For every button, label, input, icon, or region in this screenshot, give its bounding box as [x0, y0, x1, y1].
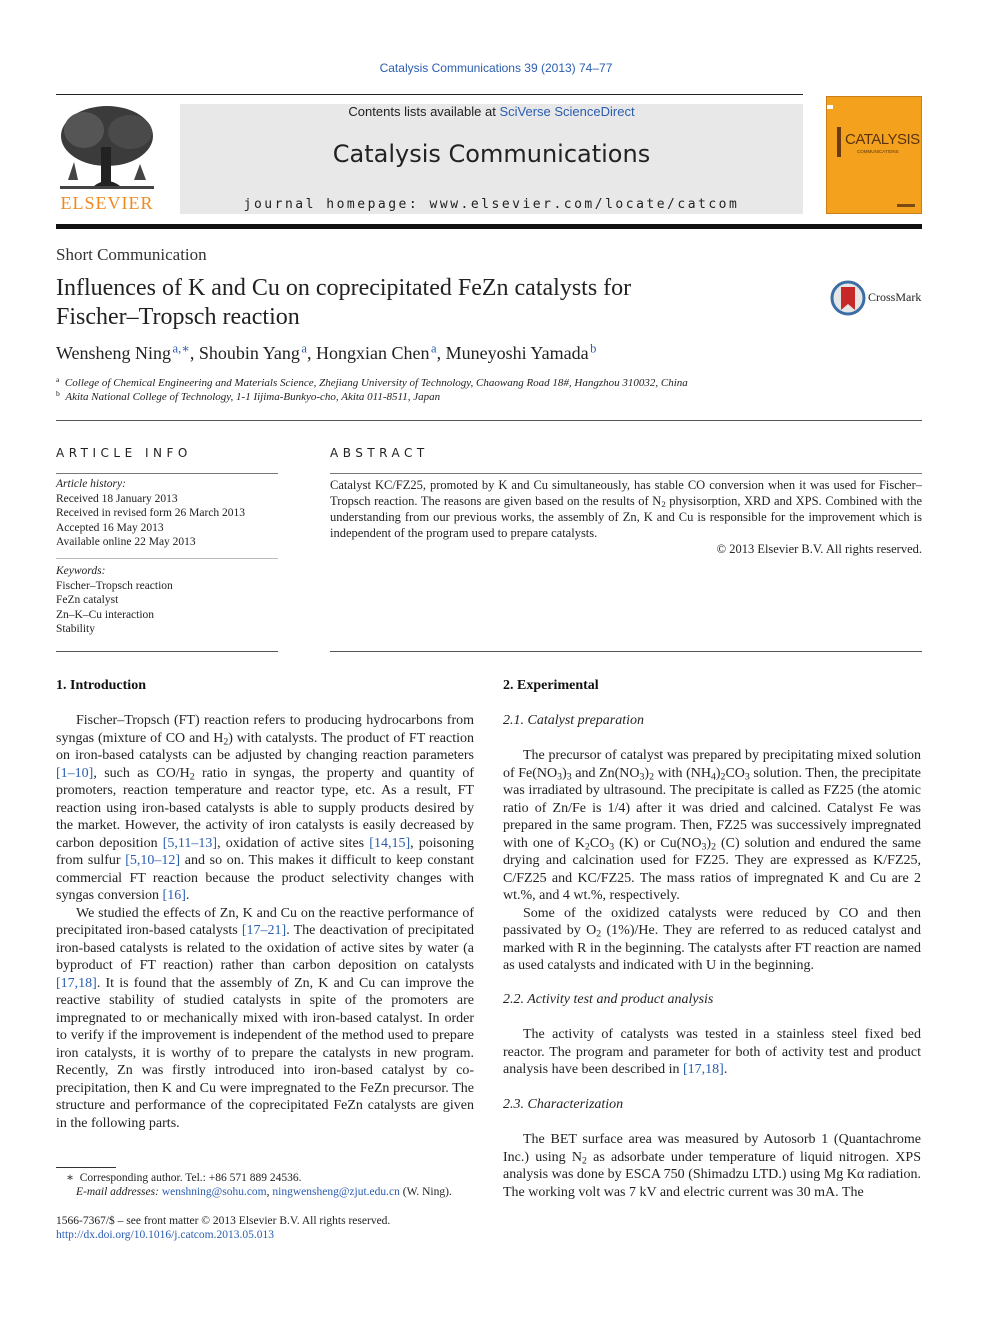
title-line-1: Influences of K and Cu on coprecipitated FeZn catalysts for — [56, 275, 632, 301]
paragraph: We studied the effects of Zn, K and Cu on the reactive performance of precipitated iron-based catalysts [17–21]. The deactivation of precipitated iron-based catalysts is related to the oxidation of active sites by water (a byproduct of FT reaction) rather than carbon deposition on catalysts [17,18]. It is found that the assembly of Zn, K and Cu can improve the reactive stability of studied catalysts in spite of the promoters are impregnated to or mechanically mixed with iron-based catalyst. In order to verify if the improvement is independent of the method used to prepare iron catalysts, it is worthy of to prepare the catalysts in new program. Recently, Zn was firstly introduced into iron-based catalyst by co-precipitation, then K and Cu were impregnated to the FeZn precursor. The structure and performance of the coprecipitated FeZn catalysts are given in the following parts. — [56, 905, 474, 1131]
citation-link[interactable]: [14,15] — [369, 835, 411, 851]
affiliation-b — [56, 391, 440, 403]
title-line-2: Fischer–Tropsch reaction — [56, 304, 300, 330]
abstract-heading: ABSTRACT — [330, 446, 429, 460]
affiliation-text: College of Chemical Engineering and Materials Science, Zhejiang University of Technology, Chaowang Road 18#, Hangzhou 310032, China — [64, 377, 688, 389]
email-label: E-mail addresses: — [76, 1186, 162, 1198]
abstract-text — [330, 477, 922, 557]
masthead-divider — [56, 224, 922, 229]
contents-prefix: Contents lists available at — [348, 104, 500, 119]
citation-link[interactable]: [17–21] — [241, 923, 287, 938]
author-affiliation-marker[interactable]: b — [590, 341, 597, 356]
citation-link[interactable]: [1–10] — [56, 765, 94, 781]
history-title: Article history: — [56, 478, 126, 490]
cover-title: CATALYSIS — [845, 131, 920, 148]
doi-link-container — [56, 1228, 274, 1243]
paragraph: The BET surface area was measured by Autosorb 1 (Quantachrome Inc.) using $N_2$ as adsorbate under temperature of liquid nitrogen. XPS analysis was done by ESCA 750 (Shimadzu LTD.) using Mg Kα radiation. The working volt was 7 kV and electric current was 30 mA. The — [503, 1132, 921, 1200]
abstract-sentence: physisorption, XRD and XPS. Combined with the understanding from our previous works, the assembly of Zn, K and Cu is responsible for the improvement which is independent of the program used to prepare catalysts. — [330, 494, 922, 540]
keyword: Stability — [56, 623, 95, 635]
citation-link[interactable]: [16] — [162, 888, 186, 903]
subscript: 2 — [661, 499, 666, 510]
author-list: Wensheng Ning $^{a,∗}$, Shoubin Yang $^a$, Hongxian Chen $^a$, Muneyoshi Yamada $^b$ — [56, 341, 597, 363]
author-name[interactable]: Wensheng Ning — [56, 343, 172, 363]
elsevier-wordmark: ELSEVIER — [60, 193, 154, 213]
paragraph: Fischer–Tropsch (FT) reaction refers to producing hydrocarbons from syngas (mixture of CO and $H_2$) with catalysts. The product of FT reaction on iron-based catalysts can be adjusted by changing reaction parameters [1–10], such as $CO/H_2$ ratio in syngas, the property and quantity of promoters, reaction temperature and reactor type, etc. As a result, FT reaction using iron-based catalysts is able to supply products desired by the market. However, the activity of iron catalysts is easily decreased by carbon deposition [5,11–13], oxidation of active sites [14,15], poisoning from sulfur [5,10–12] and so on. This makes it difficult to keep constant commercial FT reaction because the product selectivity changes with syngas conversion [16]. — [56, 713, 475, 903]
activity-test-body — [503, 1026, 921, 1079]
journal-homepage[interactable]: journal homepage: www.elsevier.com/locate/catcom — [243, 197, 740, 212]
email-suffix: (W. Ning). — [399, 1186, 452, 1198]
corresponding-author-text: Corresponding author. Tel.: +86 571 889 24536. — [79, 1172, 302, 1184]
affiliation-marker: b — [56, 389, 60, 399]
citation-link[interactable]: [5,10–12] — [125, 853, 181, 868]
journal-title: Catalysis Communications — [332, 140, 651, 168]
email-link[interactable]: wenshning@sohu.com — [161, 1186, 267, 1198]
abstract-sentence: Catalyst KC/FZ25, promoted by K and Cu simultaneously, has stable CO conversion when it was used for Fischer–Tropsch reaction. The reasons are given based on the results of N — [330, 478, 922, 508]
crossmark-badge[interactable] — [830, 280, 930, 316]
history-item: Accepted 16 May 2013 — [56, 521, 164, 534]
corresponding-author-note: ∗ Corresponding author. Tel.: +86 571 889 24536. — [66, 1172, 302, 1184]
affiliation-text: Akita National College of Technology, 1-1 Iijima-Bunkyo-cho, Akita 011-8511, Japan — [65, 391, 441, 403]
cover-subtitle: COMMUNICATIONS — [857, 149, 899, 154]
keyword: Fischer–Tropsch reaction — [56, 579, 173, 592]
paragraph: The precursor of catalyst was prepared by precipitating mixed solution of $Fe(NO_3)_3$ and $Zn(NO_3)_2$ with $(NH_4)_2CO_3$ solution. Then, the precipitate was irradiated by ultrasound. The precipitate is called as FZ25 (the atomic ratio of Zn/Fe is 1/4) after it was dried and calcined. Catalyst Fe was prepared in the same program. Then, FZ25 was successively impregnated with one of $K_2CO_3$ (K) or $Cu(NO_3)_2$ (C) solution and endured the same drying and calcination used for FZ25. They are expressed as K/FZ25, C/FZ25 and KC/FZ25. The mass ratios of impregnated K and Cu are 2 wt.%, and 4 wt.%, respectively. — [503, 748, 922, 903]
author-name[interactable]: Muneyoshi Yamada — [445, 343, 589, 363]
catalyst-preparation-body — [503, 747, 921, 975]
abstract-copyright: © 2013 Elsevier B.V. All rights reserved. — [716, 542, 922, 556]
affiliation-a — [56, 377, 688, 389]
journal-citation[interactable]: Catalysis Communications 39 (2013) 74–77 — [379, 61, 613, 75]
article-info-rule — [56, 473, 278, 474]
paragraph: The activity of catalysts was tested in a stainless steel fixed bed reactor. The program and parameter for both of activity test and product analysis have been described in [17,18]. — [503, 1027, 921, 1077]
author-name[interactable]: Shoubin Yang — [198, 343, 300, 363]
author-affiliation-marker[interactable]: a — [431, 341, 437, 356]
crossmark-label: CrossMark — [868, 290, 922, 304]
journal-cover-thumbnail[interactable] — [826, 96, 922, 214]
keyword: FeZn catalyst — [56, 594, 119, 606]
citation-link[interactable]: [5,11–13] — [162, 835, 218, 851]
introduction-body — [56, 712, 474, 1132]
article-title — [56, 274, 756, 332]
section-heading-experimental: 2. Experimental — [503, 678, 599, 693]
keywords-block — [56, 564, 278, 637]
history-item: Received in revised form 26 March 2013 — [56, 507, 246, 519]
article-info-bottom-rule — [56, 651, 278, 652]
keywords-rule — [56, 558, 278, 559]
crossmark-icon — [830, 280, 866, 316]
article-history — [56, 477, 278, 550]
email-addresses: E-mail addresses: wenshning@sohu.com, ningwensheng@zjut.edu.cn (W. Ning). — [76, 1186, 452, 1198]
citation-link[interactable]: [17,18] — [683, 1062, 724, 1077]
email-link[interactable]: ningwensheng@zjut.edu.cn — [272, 1186, 400, 1198]
abstract-rule — [330, 473, 922, 474]
elsevier-tree-logo — [54, 102, 160, 214]
author-affiliation-marker[interactable]: a — [301, 341, 307, 356]
doi-link[interactable]: http://dx.doi.org/10.1016/j.catcom.2013.05.013 — [56, 1229, 274, 1241]
subsection-heading-activity-test: 2.2. Activity test and product analysis — [503, 992, 714, 1007]
subsection-heading-catalyst-preparation: 2.1. Catalyst preparation — [503, 713, 645, 728]
issn-copyright: 1566-7367/$ – see front matter © 2013 Elsevier B.V. All rights reserved. — [56, 1215, 391, 1227]
author-name[interactable]: Hongxian Chen — [316, 343, 430, 363]
subsection-heading-characterization: 2.3. Characterization — [503, 1097, 624, 1112]
section-heading-introduction: 1. Introduction — [56, 678, 146, 693]
keyword: Zn–K–Cu interaction — [56, 608, 155, 621]
abstract-bottom-rule — [330, 651, 922, 652]
history-item: Available online 22 May 2013 — [56, 536, 196, 548]
header-rule — [56, 94, 803, 95]
article-info-heading: ARTICLE INFO — [56, 446, 192, 460]
history-item: Received 18 January 2013 — [56, 492, 178, 505]
sciencedirect-link[interactable]: SciVerse ScienceDirect — [499, 104, 635, 119]
front-matter-rule — [56, 420, 922, 421]
article-type: Short Communication — [56, 245, 207, 264]
affiliation-marker: a — [56, 375, 60, 385]
keywords-title: Keywords: — [56, 565, 106, 577]
author-affiliation-marker[interactable]: a,∗ — [172, 341, 190, 356]
citation-link[interactable]: [17,18] — [56, 975, 97, 991]
characterization-body — [503, 1131, 921, 1201]
contents-availability — [180, 104, 803, 119]
paragraph: Some of the oxidized catalysts were reduced by CO and then passivated by $O_2$ (1%)/He. They are referred to as reduced catalyst and marked with R in the beginning. The catalysts after FT reaction are named as used catalysts and indicated with U in the beginning. — [503, 905, 921, 973]
footnote-rule — [56, 1167, 116, 1168]
